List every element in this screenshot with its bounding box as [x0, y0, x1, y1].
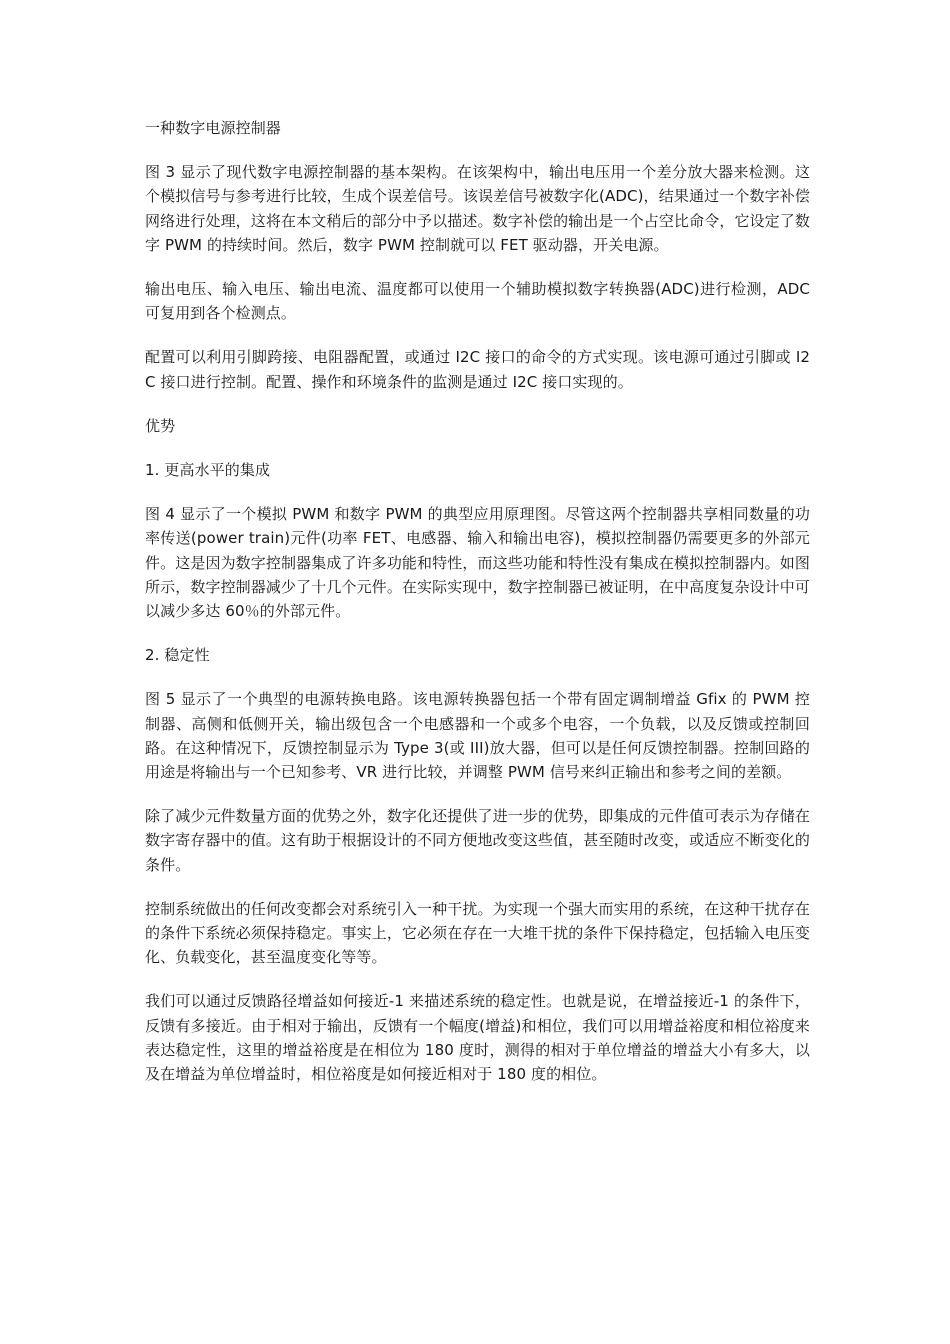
document-body [145, 116, 810, 1106]
advantages-heading: 优势 [145, 416, 176, 435]
section-2-heading: 2. 稳定性 [145, 646, 210, 665]
paragraph-architecture: 图 3 显示了现代数字电源控制器的基本架构。在该架构中，输出电压用一个差分放大器来检测。这个模拟信号与参考进行比较，生成个误差信号。该误差信号被数字化(ADC)，结果通过一个数字补偿网络进行处理，这将在本文稍后的部分中予以描述。数字补偿的输出是一个占空比命令，它设定了数字 PWM 的持续时间。然后，数字 PWM 控制就可以 FET 驱动器，开关电源。 [145, 163, 810, 254]
section-2-paragraph-digital-advantage: 除了减少元件数量方面的优势之外，数字化还提供了进一步的优势，即集成的元件值可表示为存储在数字寄存器中的值。这有助于根据设计的不同方便地改变这些值，甚至随时改变，或适应不断变化的条件。 [145, 807, 810, 874]
document-title: 一种数字电源控制器 [145, 119, 281, 137]
section-1-heading: 1. 更高水平的集成 [145, 461, 271, 480]
paragraph-configuration: 配置可以利用引脚跨接、电阻器配置，或通过 I2C 接口的命令的方式实现。该电源可通过引脚或 I2C 接口进行控制。配置、操作和环境条件的监测是通过 I2C 接口实现的。 [145, 348, 810, 391]
section-1-paragraph: 图 4 显示了一个模拟 PWM 和数字 PWM 的典型应用原理图。尽管这两个控制器共享相同数量的功率传送(power train)元件(功率 FET、电感器、输入和输出电容)，模拟控制器仍需要更多的外部元件。这是因为数字控制器集成了许多功能和特性，而这些功能和特性没有集成在模拟控制器内。如图所示，数字控制器减少了十几个元件。在实际实现中，数字控制器已被证明，在中高度复杂设计中可以减少多达 60％的外部元件。 [145, 505, 810, 621]
section-2-paragraph-disturbance: 控制系统做出的任何改变都会对系统引入一种干扰。为实现一个强大而实用的系统，在这种干扰存在的条件下系统必须保持稳定。事实上，它必须在存在一大堆干扰的条件下保持稳定，包括输入电压变化、负载变化，甚至温度变化等等。 [145, 899, 810, 967]
section-2-paragraph-stability: 我们可以通过反馈路径增益如何接近-1 来描述系统的稳定性。也就是说，在增益接近-1 的条件下，反馈有多接近。由于相对于输出，反馈有一个幅度(增益)和相位，我们可以用增益裕度和相位裕度来表达稳定性，这里的增益裕度是在相位为 180 度时，测得的相对于单位增益的增益大小有多大，以及在增益为单位增益时，相位裕度是如何接近相对于 180 度的相位。 [145, 992, 810, 1084]
paragraph-adc: 输出电压、输入电压、输出电流、温度都可以使用一个辅助模拟数字转换器(ADC)进行检测，ADC 可复用到各个检测点。 [145, 280, 810, 323]
section-2-paragraph-converter: 图 5 显示了一个典型的电源转换电路。该电源转换器包括一个带有固定调制增益 Gfix 的 PWM 控制器、高侧和低侧开关，输出级包含一个电感器和一个或多个电容，一个负载，以及反馈或控制回路。在这种情况下，反馈控制显示为 Type 3(或 III)放大器，但可以是任何反馈控制器。控制回路的用途是将输出与一个已知参考、VR 进行比较，并调整 PWM 信号来纠正输出和参考之间的差额。 [145, 690, 810, 782]
